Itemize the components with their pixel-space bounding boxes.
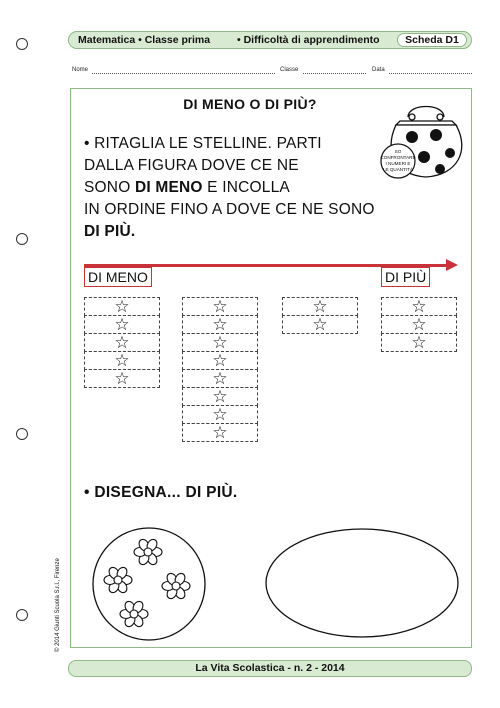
instruction-line-2: DALLA FIGURA DOVE CE NE — [84, 157, 299, 174]
binder-hole-2 — [16, 233, 28, 245]
star-icon: ☆ — [411, 333, 427, 352]
star-cell[interactable] — [84, 351, 160, 370]
worksheet-title: DI MENO O DI PIÙ? — [183, 96, 317, 112]
star-cell[interactable] — [182, 297, 258, 316]
star-cell[interactable] — [182, 333, 258, 352]
star-cell[interactable] — [84, 369, 160, 388]
star-cell[interactable] — [282, 315, 358, 334]
badge-line-2: CONFRONTARE — [380, 155, 416, 160]
instruction-line-3 — [84, 177, 384, 199]
star-icon: ☆ — [212, 423, 228, 442]
star-cell[interactable] — [84, 297, 160, 316]
instruction-emphasis-meno: DI MENO — [134, 179, 203, 196]
difficulty-label: • Difficoltà di apprendimento — [237, 34, 380, 46]
star-column-2[interactable] — [182, 298, 258, 442]
nome-label: Nome — [72, 67, 89, 73]
binder-hole-1 — [16, 38, 28, 50]
instruction-line-4: IN ORDINE FINO A DOVE CE NE SONO — [84, 201, 375, 218]
data-field[interactable] — [389, 73, 472, 74]
star-cell[interactable] — [182, 423, 258, 442]
star-icon: ☆ — [114, 297, 130, 316]
instruction-line-3c: E INCOLLA — [202, 179, 290, 196]
star-cell[interactable] — [182, 405, 258, 424]
star-icon: ☆ — [411, 297, 427, 316]
star-icon: ☆ — [212, 387, 228, 406]
star-cell[interactable] — [182, 351, 258, 370]
instruction-line-5: DI PIÙ. — [84, 223, 136, 240]
star-cell[interactable] — [84, 315, 160, 334]
star-icon: ☆ — [312, 297, 328, 316]
star-column-3[interactable] — [282, 298, 358, 334]
classe-label: Classe — [280, 67, 299, 73]
instruction-line-3a: SONO — [84, 179, 135, 196]
scheda-badge: Scheda D1 — [397, 33, 467, 47]
star-icon: ☆ — [212, 351, 228, 370]
star-cell[interactable] — [182, 387, 258, 406]
star-column-1[interactable] — [84, 298, 160, 388]
draw-task-label: • DISEGNA... DI PIÙ. — [84, 484, 238, 501]
purse-illustration — [378, 95, 470, 195]
badge-line-3: I NUMERI E — [385, 161, 411, 166]
header-bar — [68, 31, 472, 49]
star-icon: ☆ — [114, 333, 130, 352]
star-cell[interactable] — [381, 297, 457, 316]
star-cell[interactable] — [182, 369, 258, 388]
data-label: Data — [372, 67, 385, 73]
star-icon: ☆ — [212, 333, 228, 352]
classe-field[interactable] — [303, 73, 366, 74]
star-icon: ☆ — [114, 315, 130, 334]
star-cell[interactable] — [381, 315, 457, 334]
star-icon: ☆ — [114, 369, 130, 388]
star-icon: ☆ — [212, 405, 228, 424]
star-cell[interactable] — [182, 315, 258, 334]
badge-line-1: SO — [394, 149, 402, 154]
footer-bar: La Vita Scolastica - n. 2 - 2014 — [68, 660, 472, 677]
binder-hole-4 — [16, 609, 28, 621]
star-icon: ☆ — [411, 315, 427, 334]
star-icon: ☆ — [212, 315, 228, 334]
star-icon: ☆ — [212, 297, 228, 316]
instruction-line-1: • RITAGLIA LE STELLINE. PARTI — [84, 135, 322, 152]
copyright-note: © 2014 Giunti Scuola S.r.l., Firenze — [55, 558, 61, 652]
star-icon: ☆ — [114, 351, 130, 370]
label-di-piu: DI PIÙ — [381, 267, 430, 287]
star-column-4[interactable] — [381, 298, 457, 352]
nome-field[interactable] — [92, 73, 275, 74]
instruction-text — [84, 133, 384, 243]
binder-hole-3 — [16, 428, 28, 440]
star-cell[interactable] — [282, 297, 358, 316]
star-icon: ☆ — [312, 315, 328, 334]
badge-line-4: LE QUANTITÀ — [382, 167, 414, 172]
star-icon: ☆ — [212, 369, 228, 388]
label-di-meno: DI MENO — [84, 267, 152, 287]
star-cell[interactable] — [84, 333, 160, 352]
flower-plate — [84, 524, 214, 644]
drawing-ellipse[interactable] — [264, 527, 460, 639]
arrow-head-icon — [446, 259, 458, 271]
star-cell[interactable] — [381, 333, 457, 352]
subject-label: Matematica • Classe prima — [78, 34, 211, 46]
